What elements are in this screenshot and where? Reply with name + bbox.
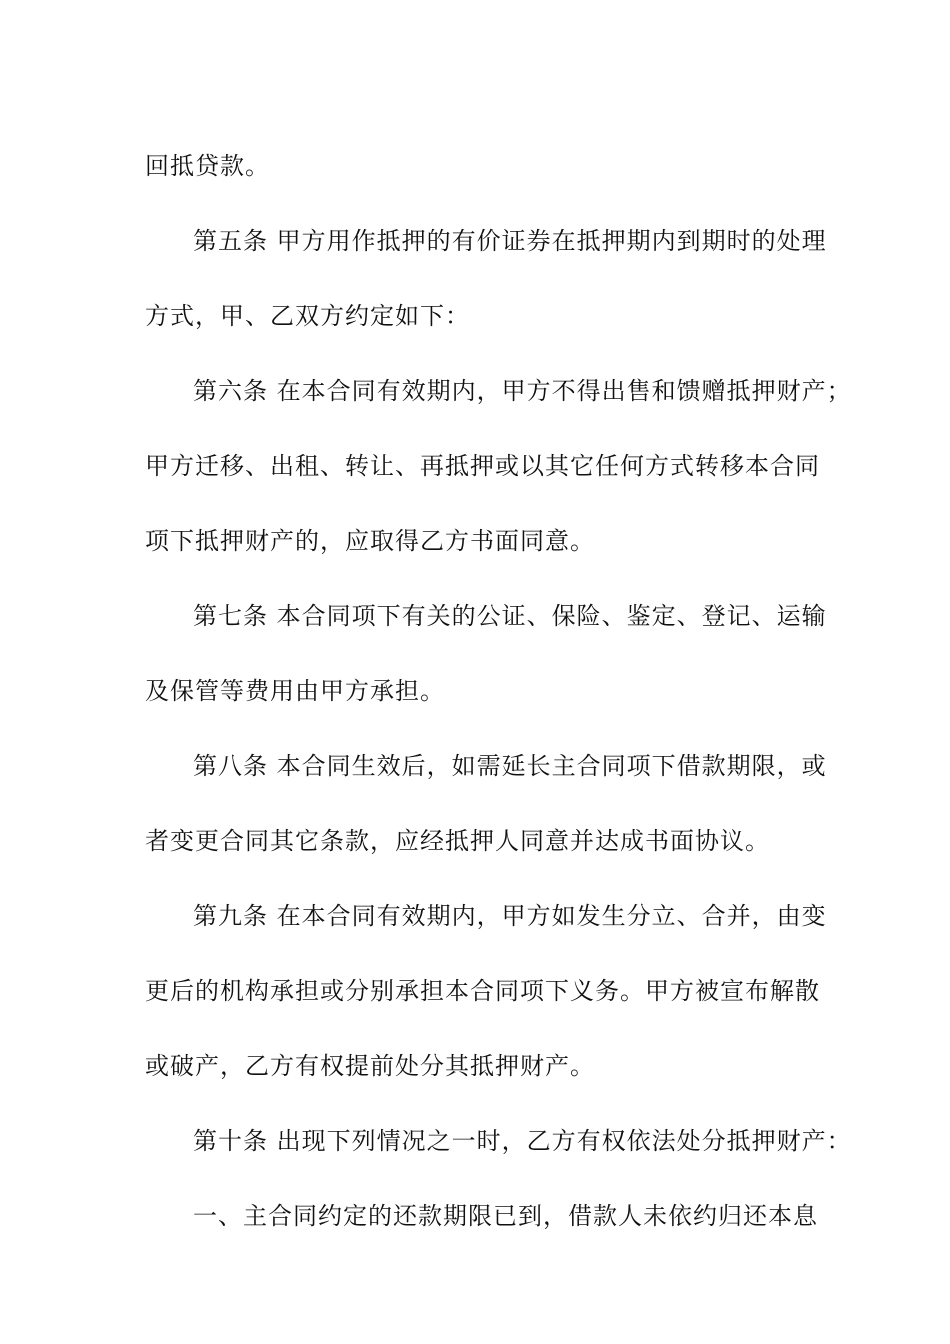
article-7-line-2: 及保管等费用由甲方承担。 <box>145 677 445 705</box>
article-6-line-3: 项下抵押财产的，应取得乙方书面同意。 <box>145 527 595 555</box>
document-body <box>145 129 852 1254</box>
article-10-line-1: 第十条 出现下列情况之一时，乙方有权依法处分抵押财产： <box>193 1127 852 1155</box>
article-9-line-2: 更后的机构承担或分别承担本合同项下义务。甲方被宣布解散 <box>145 977 820 1005</box>
article-8-line-1: 第八条 本合同生效后，如需延长主合同项下借款期限，或 <box>193 752 827 780</box>
article-9-line-1: 第九条 在本合同有效期内，甲方如发生分立、合并，由变 <box>193 902 827 930</box>
article-7-line-1: 第七条 本合同项下有关的公证、保险、鉴定、登记、运输 <box>193 602 827 630</box>
article-10-item-1: 一、主合同约定的还款期限已到，借款人未依约归还本息 <box>193 1202 818 1230</box>
article-6-line-1: 第六条 在本合同有效期内，甲方不得出售和馈赠抵押财产； <box>193 377 852 405</box>
article-5-line-2: 方式，甲、乙双方约定如下： <box>145 302 470 330</box>
article-8-line-2: 者变更合同其它条款，应经抵押人同意并达成书面协议。 <box>145 827 770 855</box>
article-5-line-1: 第五条 甲方用作抵押的有价证券在抵押期内到期时的处理 <box>193 227 827 255</box>
article-9-line-3: 或破产，乙方有权提前处分其抵押财产。 <box>145 1052 595 1080</box>
article-6-line-2: 甲方迁移、出租、转让、再抵押或以其它任何方式转移本合同 <box>145 452 820 480</box>
text-line: 回抵贷款。 <box>145 152 270 180</box>
